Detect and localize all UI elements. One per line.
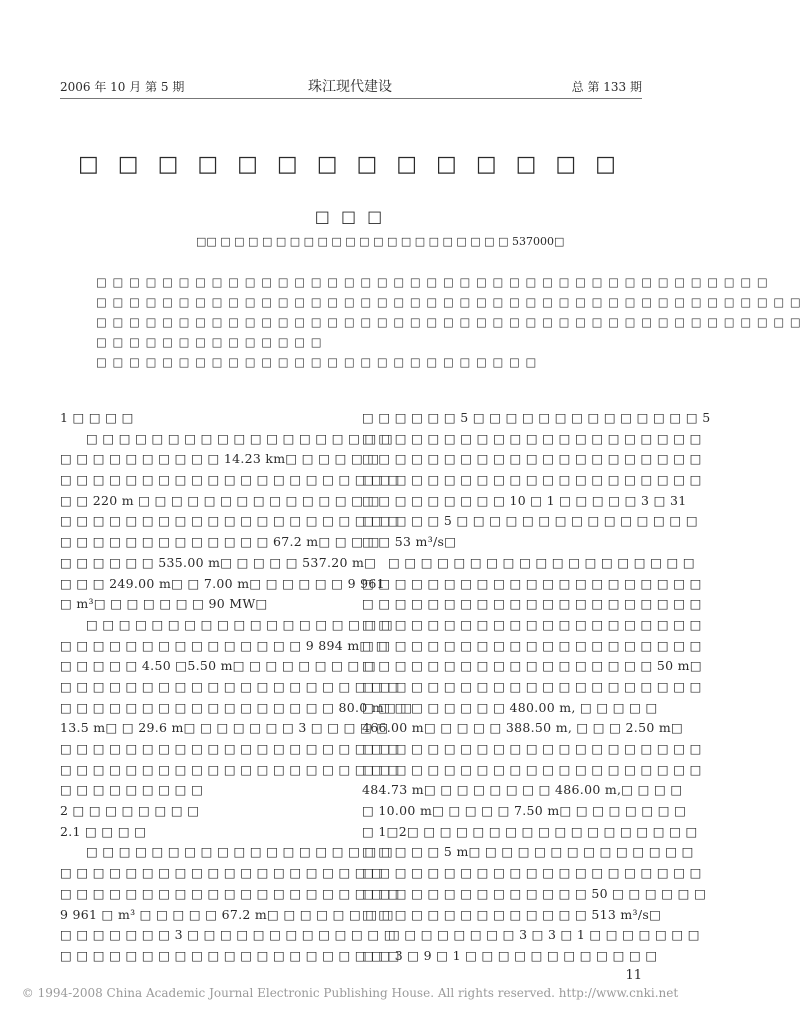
text-line: □ □ □ □ □ □ □ □ □ □ □ □ □ □ □ □ □ □ □ □ <box>60 865 384 881</box>
text-line: □ □ □ □ □ □ □ □ □ □ □ □ □ □ □ □ □ □ □ □ □ <box>60 885 400 901</box>
text-line: □ □ □ □ □ □ □ □ □ □ □ □ □ □ □ □ □ □ 50 m□ <box>362 658 702 674</box>
text-line: □ □ □ □ □ □ □ □ □ □ □ □ □ □ □ □ □ □ □ □ □ <box>60 741 400 756</box>
author-name: □ □ □ <box>314 207 386 226</box>
text-line: □ □ □ □ □ □ □ □ □ □ □ □ □ □ 513 m³/s□ <box>362 906 662 922</box>
text-line: □ □ □ □ □ □ □ □ □ □ □ □ □ □ □ □ □ □ □ □ □ <box>362 596 702 612</box>
text-line: □ □ □ □ □ □ 5 □ □ □ □ □ □ □ □ □ □ □ □ □ □ 5 <box>362 410 711 425</box>
journal-name: 珠江现代建设 <box>308 79 392 95</box>
text-line: □ □ 3 □ 9 □ 1 □ □ □ □ □ □ □ □ □ □ □ □ <box>362 947 658 963</box>
text-line: □ □ □ □ □ □ □ □ □ □ □ □ □ □ □ □ □ □ □ □ □ <box>362 741 702 756</box>
text-line: □ □ □ □ □ 5 □ □ □ □ □ □ □ □ □ □ □ □ □ □ □ <box>362 513 698 529</box>
text-line: □ □ □ □ □ □ □ □ □ □ □ □ □ □ □ 9 894 m□ □ <box>60 637 388 653</box>
text-line: □ □ □ □ □ □ □ □ □ □ □ □ □ □ □ □ □ □ □ □ □ <box>362 616 702 632</box>
text-line: □ □ □ □ □ □ □ □ □ □ □ □ □ □ □ □ □ □ □ □ □ <box>60 513 400 529</box>
abstract-line: □ □ □ □ □ □ □ □ □ □ □ □ □ □ □ □ □ □ □ □ □ □ □ □ □ □ □ □ □ □ □ □ □ □ □ □ □ □ □ □ □ □ □ <box>96 295 802 309</box>
text-line: □ □ □ □ □ □ □ □ □ □ 14.23 km□ □ □ □ □ □ <box>60 451 380 467</box>
text-line: □ □ □ □ □ □ □ □ □ 10 □ 1 □ □ □ □ □ 3 □ 31 <box>362 492 687 508</box>
right-column <box>362 408 711 967</box>
text-line: □ □ □ □ □ □ □ □ □ □ □ □ □ □ □ □ □ □ □ <box>86 616 394 632</box>
abstract-line: □ □ □ □ □ □ □ □ □ □ □ □ □ □ □ □ □ □ □ □ □ □ □ □ □ □ □ □ □ □ □ □ □ □ □ □ □ □ □ □ □ <box>96 275 769 289</box>
text-line: □ □ □ □ □ □ □ □ □ <box>60 782 204 798</box>
text-line: □ 1□2□ □ □ □ □ □ □ □ □ □ □ □ □ □ □ □ □ □ <box>362 823 698 839</box>
copyright-footer: © 1994-2008 China Academic Journal Electronic Publishing House. All rights reserved. http://www.cnki.net <box>21 986 679 1000</box>
text-line: □ □ □ □ □ □ □ □ □ □ □ □ □ □ □ □ □ □ □ □ □ <box>362 637 702 653</box>
header-rule <box>60 98 642 99</box>
paper-title: □ □ □ □ □ □ □ □ □ □ □ □ □ □ <box>78 152 622 177</box>
text-line: □ □ □ □ □ □ □ □ □ □ □ □ □ □ □ □ □ □ □ <box>86 844 394 860</box>
text-line: □ □ □ □ □ □ □ □ □ □ □ □ □ □ □ □ □ □ □ □ □ <box>362 451 702 467</box>
text-line: □ □ □ □ □ □ □ □ □ □ □ □ □ □ □ □ □ □ □ □ □ <box>362 575 702 591</box>
text-line: □ □ □ □ □ □ 535.00 m□ □ □ □ □ 537.20 m□ <box>60 554 377 570</box>
text-line: □ □ □ □ □ 5 m□ □ □ □ □ □ □ □ □ □ □ □ □ □ <box>362 844 694 860</box>
text-line: 484.73 m□ □ □ □ □ □ □ □ 486.00 m,□ □ □ □ <box>362 782 683 798</box>
text-line: □ □ □ 249.00 m□ □ 7.00 m□ □ □ □ □ □ 9 961 <box>60 575 385 591</box>
text-line: □ □ □ □ □ □ □ □ □ □ □ □ □ □ □ □ □ □ □ □ □ <box>60 947 400 963</box>
text-line: □ □ □ □ □ □ □ □ □ □ □ □ □ □ □ □ □ □ □ □ □ <box>362 865 702 881</box>
text-line: □ m³□ □ □ □ □ □ □ 90 MW□ <box>60 596 268 612</box>
text-line: □ □ □ □ □ □ □ □ □ □ □ □ □ □ □ □ □ □ □ □ □ <box>362 678 702 694</box>
text-line: □ □ □ □ □ □ □ □ □ □ □ □ □ □ □ □ □ □ □ □ □ <box>362 472 702 488</box>
text-line: □ □ 220 m □ □ □ □ □ □ □ □ □ □ □ □ □ □ □ <box>60 492 380 508</box>
text-line: □ □ □ □ □ □ □ □ □ □ □ □ □ □ □ □ □ □ □ □ □ <box>60 472 400 488</box>
text-line: □ □ □ □ □ □ □ □ □ □ □ □ □ □ □ □ □ 80.0 m□ □ <box>60 699 413 715</box>
text-line: □ □ □ □ □ 4.50 □5.50 m□ □ □ □ □ □ □ □ □ <box>60 658 376 674</box>
text-line: □ □ □ □ □ □ □ □ □ 480.00 m, □ □ □ □ □ <box>362 699 658 715</box>
text-line: □ □ 53 m³/s□ <box>362 534 457 550</box>
text-line: □ □ □ □ □ □ □ 3 □ □ □ □ □ □ □ □ □ □ □ □ □ <box>60 927 396 943</box>
text-line: 2 □ □ □ □ □ □ □ □ <box>60 803 200 819</box>
text-line: □ □ □ □ □ □ □ □ □ □ □ □ □ □ □ □ □ □ □ <box>86 430 394 446</box>
text-line: 13.5 m□ □ 29.6 m□ □ □ □ □ □ □ 3 □ □ □ □ □ <box>60 720 389 736</box>
header-total-issue: 总 第 133 期 <box>571 80 642 94</box>
text-line: □ □ □ □ □ □ □ □ 3 □ 3 □ 1 □ □ □ □ □ □ □ <box>388 927 700 943</box>
text-line: □ □ □ □ □ □ □ □ □ □ □ □ □ □ □ □ □ □ □ □ □ <box>362 761 702 777</box>
abstract-line: □ □ □ □ □ □ □ □ □ □ □ □ □ □ □ □ □ □ □ □ □ □ □ □ □ □ □ □ □ □ □ □ □ □ □ □ □ □ □ □ □ □ □ <box>96 315 802 329</box>
page-number: 11 <box>625 968 642 983</box>
text-line: 466.00 m□ □ □ □ □ 388.50 m, □ □ □ 2.50 m□ <box>362 720 684 736</box>
abstract-line: □ □ □ □ □ □ □ □ □ □ □ □ □ □ <box>96 335 323 349</box>
author-affiliation: □□ □ □ □ □ □ □ □ □ □ □ □ □ □ □ □ □ □ □ □ □ □ 537000□ <box>196 235 565 248</box>
keywords-line: □ □ □ □ □ □ □ □ □ □ □ □ □ □ □ □ □ □ □ □ □ □ □ □ □ □ □ <box>96 355 538 369</box>
text-line: □ 10.00 m□ □ □ □ □ 7.50 m□ □ □ □ □ □ □ □ <box>362 803 687 819</box>
text-line: □ □ □ □ □ □ □ □ □ □ □ □ □ □ □ □ □ □ □ <box>388 554 696 570</box>
text-line: 1 □ □ □ □ <box>60 410 134 425</box>
header-issue-info: 2006 年 10 月 第 5 期 <box>60 80 185 94</box>
text-line: □ □ □ □ □ □ □ □ □ □ □ □ □ 67.2 m□ □ □ □ <box>60 534 380 550</box>
text-line: □ □ □ □ □ □ □ □ □ □ □ □ □ □ 50 □ □ □ □ □ □ <box>362 885 707 901</box>
text-line: 2.1 □ □ □ □ <box>60 823 147 839</box>
text-line: □ □ □ □ □ □ □ □ □ □ □ □ □ □ □ □ □ □ □ □ □ <box>60 678 400 694</box>
text-line: 9 961 □ m³ □ □ □ □ □ 67.2 m□ □ □ □ □ □ □ □ <box>60 906 394 922</box>
text-line: □ □ □ □ □ □ □ □ □ □ □ □ □ □ □ □ □ □ □ □ □ <box>362 430 702 446</box>
text-line: □ □ □ □ □ □ □ □ □ □ □ □ □ □ □ □ □ □ □ □ □ <box>60 761 400 777</box>
